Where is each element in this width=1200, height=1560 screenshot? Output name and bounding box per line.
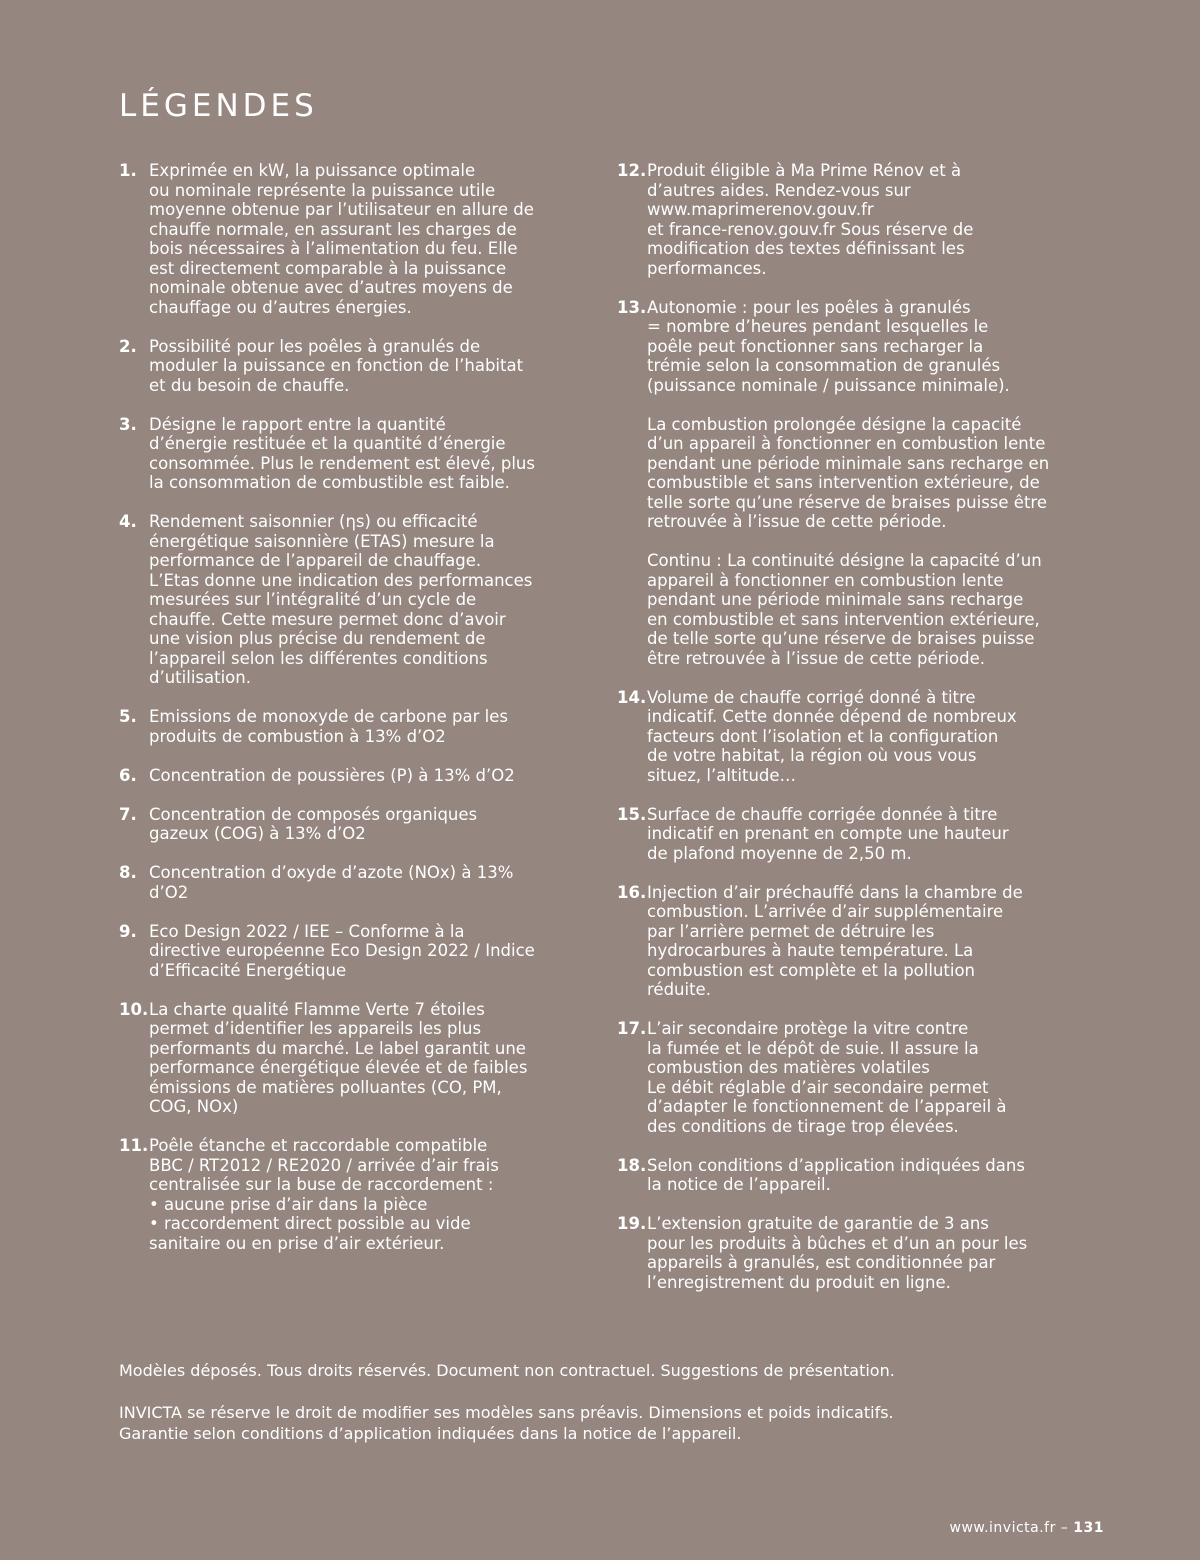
- legend-text: [149, 337, 564, 396]
- footer-warranty-line: Garantie selon conditions d’application indiquées dans la notice de l’appareil.: [119, 1424, 742, 1443]
- legend-item: [119, 805, 564, 844]
- legend-item: [119, 415, 564, 493]
- website-link[interactable]: www.invicta.fr: [949, 1520, 1056, 1536]
- legend-item: [119, 922, 564, 981]
- page-number: 131: [1073, 1520, 1104, 1536]
- legend-paragraph: Rendement saisonnier (ηs) ou efficacité énergétique saisonnière (ETAS) mesure la performance de l’appareil de chauffage. L’Etas donne une indication des performances mesurées sur l’intégralité d’un cycle de chauffe. Cette mesure permet donc d’avoir une vision plus précise du rendement de l’appareil selon les différentes conditions d’utilisation.: [149, 512, 533, 687]
- legend-text: [647, 161, 1062, 278]
- legend-paragraph: L’air secondaire protège la vitre contre la fumée et le dépôt de suie. Il assure la combustion des matières volatiles Le débit réglable d’air secondaire permet d’adapter le fonctionnement de l’appareil à des conditions de tirage trop élevées.: [647, 1019, 1007, 1136]
- legend-text: [647, 805, 1062, 864]
- legend-number: 18.: [617, 1155, 647, 1175]
- legend-number: 16.: [617, 882, 647, 902]
- page-footer: [950, 1520, 1105, 1536]
- legend-paragraph: Exprimée en kW, la puissance optimale ou nominale représente la puissance utile moyenne obtenue par l’utilisateur en allure de chauffe normale, en assurant les charges de bois nécessaires à l’alimentation du feu. Elle est directement comparable à la puissance nominale obtenue avec d’autres moyens de chauffage ou d’autres énergies.: [149, 161, 534, 317]
- footer-copyright: Modèles déposés. Tous droits réservés. Document non contractuel. Suggestions de présentation.: [119, 1361, 895, 1380]
- legend-number: 17.: [617, 1019, 647, 1038]
- legend-text: [149, 863, 564, 902]
- legend-text: [647, 298, 1062, 669]
- legend-text: [149, 766, 564, 786]
- legend-number: 4.: [119, 512, 137, 531]
- legend-paragraph: Continu : La continuité désigne la capacité d’un appareil à fonctionner en combustion lente pendant une période minimale sans recharge en combustible et sans intervention extérieure, de telle sorte qu’une réserve de braises puisse être retrouvée à l’issue de cette période.: [647, 551, 1042, 668]
- legend-text: [149, 922, 564, 981]
- legend-item: [617, 1214, 1062, 1292]
- legend-paragraph: Emissions de monoxyde de carbone par les produits de combustion à 13% d’O2: [149, 707, 508, 746]
- legend-text: [647, 883, 1062, 1000]
- page-separator: –: [1055, 1520, 1074, 1536]
- legend-column-right: [617, 161, 1062, 1312]
- legend-paragraph: Poêle étanche et raccordable compatible BBC / RT2012 / RE2020 / arrivée d’air frais centralisée sur la buse de raccordement : • aucune prise d’air dans la pièce • raccordement direct possible au vide sanitaire ou en prise d’air extérieur.: [149, 1136, 499, 1253]
- legend-item: [119, 161, 564, 317]
- legend-paragraph: Surface de chauffe corrigée donnée à titre indicatif en prenant en compte une hauteur de plafond moyenne de 2,50 m.: [647, 804, 1009, 863]
- legend-number: 13.: [617, 297, 647, 317]
- legend-item: [617, 298, 1062, 669]
- legend-text: [647, 1019, 1062, 1136]
- legend-text: [149, 512, 564, 688]
- legend-number: 5.: [119, 707, 137, 726]
- legend-paragraph: Concentration de poussières (P) à 13% d’O2: [149, 765, 515, 785]
- legend-text: [149, 161, 564, 317]
- legend-number: 7.: [119, 804, 137, 824]
- legend-text: [647, 1214, 1062, 1292]
- legend-text: [149, 805, 564, 844]
- legend-paragraph: Produit éligible à Ma Prime Rénov et à d’autres aides. Rendez-vous sur www.maprimerenov.gouv.fr et france-renov.gouv.fr Sous réserve de modification des textes définissant les performances.: [647, 161, 974, 278]
- legend-number: 19.: [617, 1214, 647, 1233]
- footer-disclaimer-line: INVICTA se réserve le droit de modifier ses modèles sans préavis. Dimensions et poids indicatifs.: [119, 1403, 894, 1422]
- legend-number: 2.: [119, 336, 137, 356]
- legend-item: [617, 1156, 1062, 1195]
- legend-number: 15.: [617, 804, 647, 824]
- legend-paragraph: Selon conditions d’application indiquées dans la notice de l’appareil.: [647, 1155, 1025, 1194]
- legend-item: [617, 688, 1062, 786]
- legend-paragraph: Injection d’air préchauffé dans la chambre de combustion. L’arrivée d’air supplémentaire par l’arrière permet de détruire les hydrocarbures à haute température. La combustion est complète et la pollution réduite.: [647, 882, 1023, 999]
- legend-paragraph: Concentration d’oxyde d’azote (NOx) à 13% d’O2: [149, 863, 514, 902]
- legend-item: [119, 766, 564, 786]
- legend-text: [149, 1136, 564, 1253]
- legend-paragraph: Possibilité pour les poêles à granulés de moduler la puissance en fonction de l’habitat et du besoin de chauffe.: [149, 336, 524, 395]
- legend-number: 9.: [119, 921, 137, 941]
- legend-number: 6.: [119, 765, 137, 785]
- legend-paragraph: L’extension gratuite de garantie de 3 ans pour les produits à bûches et d’un an pour les appareils à granulés, est conditionnée par l’enregistrement du produit en ligne.: [647, 1214, 1028, 1292]
- legend-item: [119, 1000, 564, 1117]
- legend-text: [647, 1156, 1062, 1195]
- legend-text: [647, 688, 1062, 786]
- legend-number: 8.: [119, 863, 137, 882]
- footer-disclaimer: [119, 1402, 1099, 1444]
- legend-item: [119, 512, 564, 688]
- legend-number: 14.: [617, 687, 647, 707]
- legend-paragraph: Eco Design 2022 / IEE – Conforme à la directive européenne Eco Design 2022 / Indice d’Efficacité Energétique: [149, 921, 535, 980]
- legend-item: [119, 337, 564, 396]
- legend-item: [119, 1136, 564, 1253]
- legend-paragraph: Désigne le rapport entre la quantité d’énergie restituée et la quantité d’énergie consommée. Plus le rendement est élevé, plus la consommation de combustible est faible.: [149, 414, 535, 492]
- legend-number: 11.: [119, 1136, 149, 1155]
- legend-text: [149, 415, 564, 493]
- legend-number: 1.: [119, 161, 137, 180]
- legend-number: 10.: [119, 999, 149, 1019]
- legend-number: 3.: [119, 414, 137, 434]
- legend-item: [617, 805, 1062, 864]
- legend-item: [617, 883, 1062, 1000]
- legend-paragraph: Autonomie : pour les poêles à granulés = nombre d’heures pendant lesquelles le poêle peut fonctionner sans recharger la trémie selon la consommation de granulés (puissance nominale / puissance minimale).: [647, 297, 1010, 395]
- legend-number: 12.: [617, 161, 647, 180]
- legend-text: [149, 1000, 564, 1117]
- legend-paragraph: Concentration de composés organiques gazeux (COG) à 13% d’O2: [149, 804, 478, 843]
- footer-notes: [119, 1360, 1099, 1444]
- legend-paragraph: Volume de chauffe corrigé donné à titre indicatif. Cette donnée dépend de nombreux facteurs dont l’isolation et la configuration de votre habitat, la région où vous vous situez, l’altitude…: [647, 687, 1017, 785]
- legend-paragraph: La charte qualité Flamme Verte 7 étoiles permet d’identifier les appareils les plus performants du marché. Le label garantit une performance énergétique élevée et de faibles émissions de matières polluantes (CO, PM, COG, NOx): [149, 999, 528, 1116]
- legend-column-left: [119, 161, 564, 1273]
- legend-text: [149, 707, 564, 746]
- legend-item: [119, 707, 564, 746]
- legend-paragraph: La combustion prolongée désigne la capacité d’un appareil à fonctionner en combustion lente pendant une période minimale sans recharge en combustible et sans intervention extérieure, de telle sorte qu’une réserve de braises puisse être retrouvée à l’issue de cette période.: [647, 414, 1050, 531]
- legend-item: [617, 1019, 1062, 1136]
- page-title: LÉGENDES: [119, 88, 318, 124]
- legend-item: [617, 161, 1062, 278]
- legend-item: [119, 863, 564, 902]
